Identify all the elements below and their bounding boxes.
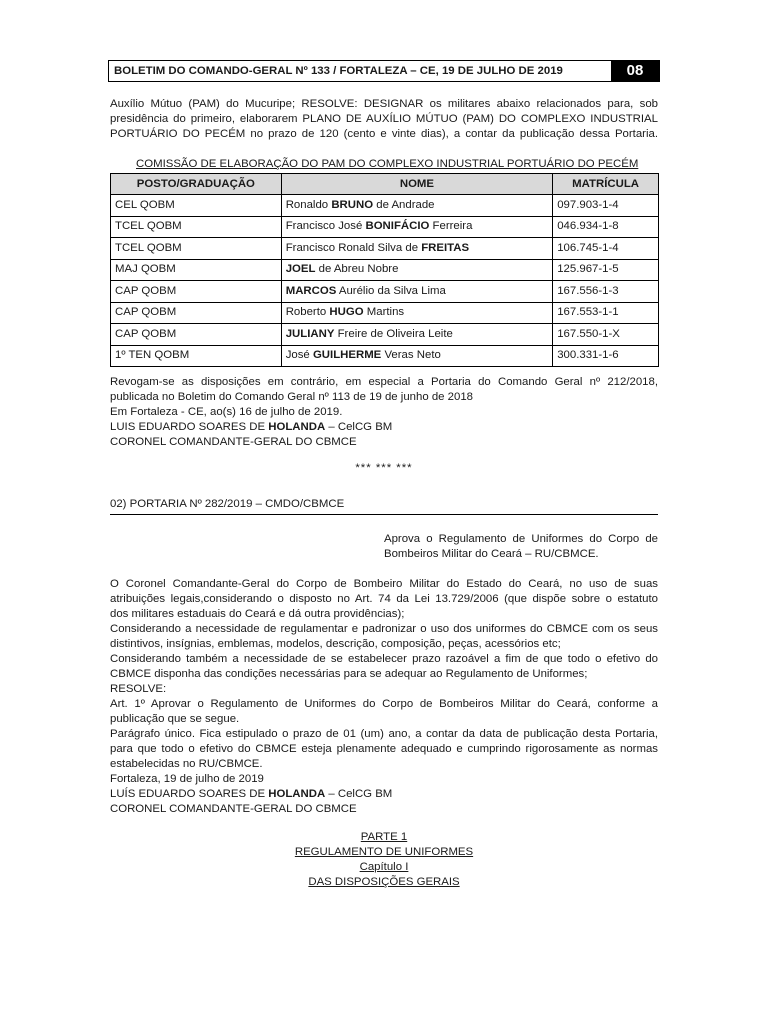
column-header-rank: POSTO/GRADUAÇÃO — [111, 174, 282, 195]
table-header-row — [111, 174, 659, 195]
column-header-name: NOME — [281, 174, 552, 195]
rank-cell: CAP QOBM — [111, 324, 282, 346]
part-title: REGULAMENTO DE UNIFORMES — [294, 846, 474, 858]
signer-title: CORONEL COMANDANTE-GERAL DO CBMCE — [110, 436, 357, 448]
table-row — [111, 281, 659, 303]
table-row — [111, 302, 659, 324]
table-row — [111, 345, 659, 367]
id-cell: 046.934-1-8 — [553, 216, 659, 238]
bulletin-title: BOLETIM DO COMANDO-GERAL Nº 133 / FORTALEZA – CE, 19 DE JULHO DE 2019 — [114, 65, 563, 77]
body-line: atribuições legais,considerando o disposto no Art. 74 da Lei 13.729/2006 (que dispõe sobre o estatuto — [110, 593, 658, 605]
body-line: CBMCE disponha das condições necessárias para se adequar ao Regulamento de Uniformes; — [110, 668, 588, 680]
ementa-line: Aprova o Regulamento de Uniformes do Corpo de — [384, 533, 658, 545]
intro-line: Auxílio Mútuo (PAM) do Mucuripe; RESOLVE: DESIGNAR os militares abaixo relacionados para, sob — [110, 98, 658, 110]
name-cell: Francisco José BONIFÁCIO Ferreira — [281, 216, 552, 238]
signer-name: LUÍS EDUARDO SOARES DE HOLANDA – CelCG BM — [110, 788, 393, 800]
name-cell: Roberto HUGO Martins — [281, 302, 552, 324]
id-cell: 167.556-1-3 — [553, 281, 659, 303]
revocation-line: Revogam-se as disposições em contrário, em especial a Portaria do Comando Geral nº 212/2018, — [110, 376, 658, 388]
signer-title: CORONEL COMANDANTE-GERAL DO CBMCE — [110, 803, 357, 815]
id-cell: 097.903-1-4 — [553, 195, 659, 217]
intro-line: PORTUÁRIO DO PECÉM no prazo de 120 (cento e vinte dias), a contar da publicação dessa Portaria. — [110, 128, 658, 140]
rank-cell: TCEL QOBM — [111, 216, 282, 238]
name-cell: Francisco Ronald Silva de FREITAS — [281, 238, 552, 260]
body-line: O Coronel Comandante-Geral do Corpo de Bombeiro Militar do Estado do Ceará, no uso de suas — [110, 578, 658, 590]
part-number: PARTE 1 — [360, 831, 408, 843]
rank-cell: CAP QOBM — [111, 302, 282, 324]
body-line: Considerando também a necessidade de se estabelecer prazo razoável a fim de que todo o efetivo do — [110, 653, 658, 665]
name-cell: José GUILHERME Veras Neto — [281, 345, 552, 367]
intro-paragraph — [110, 97, 658, 142]
name-cell: JULIANY Freire de Oliveira Leite — [281, 324, 552, 346]
id-cell: 106.745-1-4 — [553, 238, 659, 260]
part-heading — [0, 830, 768, 890]
bulletin-header — [108, 60, 660, 82]
intro-line: presidência do primeiro, elaborarem PLANO DE AUXÍLIO MÚTUO (PAM) DO COMPLEXO INDUSTRIAL — [110, 113, 658, 125]
id-cell: 167.550-1-X — [553, 324, 659, 346]
body-line: Considerando a necessidade de regulamentar e padronizar o uso dos uniformes do CBMCE com os seus — [110, 623, 658, 635]
ementa — [384, 532, 658, 562]
portaria-title: 02) PORTARIA Nº 282/2019 – CMDO/CBMCE — [110, 497, 658, 515]
body-line: dos militares estaduais do Ceará e dá outra providências); — [110, 608, 405, 620]
body-line: RESOLVE: — [110, 683, 167, 695]
table-row — [111, 324, 659, 346]
chapter-title: DAS DISPOSIÇÕES GERAIS — [308, 876, 460, 888]
column-header-id: MATRÍCULA — [553, 174, 659, 195]
rank-cell: MAJ QOBM — [111, 259, 282, 281]
portaria-body — [110, 577, 658, 817]
table-row — [111, 216, 659, 238]
commission-caption: COMISSÃO DE ELABORAÇÃO DO PAM DO COMPLEXO INDUSTRIAL PORTUÁRIO DO PECÉM — [136, 158, 639, 170]
id-cell: 125.967-1-5 — [553, 259, 659, 281]
name-cell: Ronaldo BRUNO de Andrade — [281, 195, 552, 217]
separator: *** *** *** — [355, 462, 413, 474]
body-line: Parágrafo único. Fica estipulado o prazo de 01 (um) ano, a contar da data de publicação desta Portaria, — [110, 728, 658, 740]
body-line: publicação que se segue. — [110, 713, 240, 725]
signing-date: Em Fortaleza - CE, ao(s) 16 de julho de 2019. — [110, 406, 343, 418]
body-line: Fortaleza, 19 de julho de 2019 — [110, 773, 264, 785]
signer-name: LUIS EDUARDO SOARES DE HOLANDA – CelCG BM — [110, 421, 393, 433]
commission-table — [110, 173, 659, 367]
rank-cell: CEL QOBM — [111, 195, 282, 217]
rank-cell: CAP QOBM — [111, 281, 282, 303]
body-line: Art. 1º Aprovar o Regulamento de Uniformes do Corpo de Bombeiros Militar do Ceará, conforme a — [110, 698, 658, 710]
rank-cell: TCEL QOBM — [111, 238, 282, 260]
table-row — [111, 238, 659, 260]
revocation-block — [110, 375, 658, 450]
revocation-line: publicada no Boletim do Comando Geral nº 113 de 19 de junho de 2018 — [110, 391, 474, 403]
id-cell: 167.553-1-1 — [553, 302, 659, 324]
body-line: estabelecidas no RU/CBMCE. — [110, 758, 263, 770]
table-row — [111, 195, 659, 217]
page-number: 08 — [611, 61, 659, 81]
id-cell: 300.331-1-6 — [553, 345, 659, 367]
name-cell: JOEL de Abreu Nobre — [281, 259, 552, 281]
body-line: para que todo o efetivo do CBMCE esteja plenamente adequado e cumprindo rigorosamente as normas — [110, 743, 658, 755]
table-row — [111, 259, 659, 281]
name-cell: MARCOS Aurélio da Silva Lima — [281, 281, 552, 303]
rank-cell: 1º TEN QOBM — [111, 345, 282, 367]
chapter-number: Capítulo I — [359, 861, 409, 873]
body-line: distintivos, insígnias, emblemas, modelos, descrição, composição, peças, acessórios etc; — [110, 638, 561, 650]
ementa-line: Bombeiros Militar do Ceará – RU/CBMCE. — [384, 548, 599, 560]
